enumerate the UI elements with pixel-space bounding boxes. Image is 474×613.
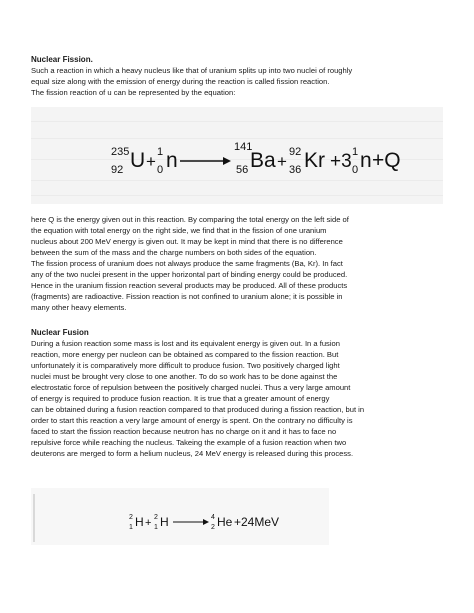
fission-intro-line: equal size along with the emission of energy during the reaction is called fission reaction.	[31, 77, 330, 86]
reaction-arrow-icon	[223, 157, 231, 165]
plus-sign: +	[146, 152, 156, 171]
fusion-body-line: During a fusion reaction some mass is lost and its equivalent energy is given out. In a fusion	[31, 339, 340, 348]
neutron-atomic-number: 0	[157, 164, 164, 176]
fission-body-line: between the sum of the mass and the charge numbers on both sides of the equation.	[31, 248, 317, 257]
reaction-arrow-icon	[203, 519, 209, 525]
barium-symbol: Ba	[250, 149, 276, 172]
helium-atomic-number: 2	[211, 524, 215, 531]
fusion-body-line: nuclei must be brought very close to one another. To do so work has to be done against the	[31, 372, 338, 381]
fission-equation-image	[31, 107, 443, 204]
barium-mass-number: 141	[234, 141, 253, 153]
fission-intro-line: Such a reaction in which a heavy nucleus like that of uranium splits up into two nuclei of roughly	[31, 66, 353, 75]
fission-body-line: Hence in the uranium fission reaction several products may be produced. All of these products	[31, 281, 348, 290]
plus-sign: +	[277, 152, 287, 171]
deuterium-mass-number: 2	[129, 514, 133, 521]
fusion-body-line: reaction, more energy per nucleon can be obtained as compared to the fission reaction. But	[31, 350, 339, 359]
fusion-body-line: of energy is required to produce fusion reaction. It is true that a greater amount of energy	[31, 394, 330, 403]
hydrogen-symbol: H	[135, 515, 144, 529]
fission-body-line: the equation with total energy on the right side, we find that in the fission of one uranium	[31, 226, 327, 235]
fission-section-body	[31, 214, 449, 313]
neutron-atomic-number: 0	[352, 164, 359, 176]
fission-body-line: (fragments) are radioactive. Fission reaction is not confined to uranium alone; it is possible in	[31, 292, 343, 301]
fusion-body-line: repulsive force while reaching the nucleus. Takeing the example of a fusion reaction when two	[31, 438, 347, 447]
fission-body-line: any of the two nuclei present in the upper horizontal part of binding energy could be produced.	[31, 270, 348, 279]
krypton-symbol: Kr	[304, 149, 325, 172]
helium-mass-number: 4	[211, 514, 215, 521]
uranium-symbol: U	[130, 149, 146, 172]
fission-body-line: nucleus about 200 MeV energy is given out. It may be kept in mind that there is no difference	[31, 237, 343, 246]
fission-body-line: many other heavy elements.	[31, 303, 127, 312]
energy-term: +Q	[372, 149, 401, 172]
fission-intro-line: The fission reaction of u can be represented by the equation:	[31, 88, 236, 97]
fusion-heading: Nuclear Fusion	[31, 328, 89, 337]
neutron-mass-number: 1	[352, 146, 359, 158]
fission-heading: Nuclear Fission.	[31, 55, 93, 64]
neutron-mass-number: 1	[157, 146, 164, 158]
fusion-body-line: order to start this reaction a very large amount of energy is spent. On the contrary no difficulty is	[31, 416, 353, 425]
energy-released: +24MeV	[234, 515, 280, 529]
fusion-body-line: can be obtained during a fusion reaction compared to that produced during a fission reaction, but in	[31, 405, 365, 414]
fusion-body-line: faced to start the fission reaction because neutron has no charge on it and it has to face no	[31, 427, 337, 436]
plus-three: +3	[330, 151, 352, 172]
fission-equation	[31, 107, 443, 204]
krypton-atomic-number: 36	[289, 164, 302, 176]
neutron-symbol: n	[166, 149, 178, 172]
fission-section-intro	[31, 54, 449, 98]
fission-body-line: here Q is the energy given out in this reaction. By comparing the total energy on the left side of	[31, 215, 349, 224]
fission-body-line: The fission process of uranium does not always produce the same fragments (Ba, Kr). In fact	[31, 259, 343, 268]
plus-sign: +	[145, 517, 152, 529]
fusion-body-line: deuterons are merged to form a helium nucleus, 24 MeV energy is released during this process.	[31, 449, 354, 458]
helium-symbol: He	[217, 515, 233, 529]
fusion-body-line: unfortunately it is comparatively more difficult to produce fusion. Two positively charged light	[31, 361, 340, 370]
barium-atomic-number: 56	[236, 164, 249, 176]
deuterium-atomic-number: 1	[129, 524, 133, 531]
uranium-atomic-number: 92	[111, 164, 124, 176]
uranium-mass-number: 235	[111, 146, 130, 158]
fusion-body-line: electrostatic force of repulsion between the positively charged nuclei. Thus a very large amount	[31, 383, 351, 392]
fusion-equation-image	[31, 488, 329, 545]
krypton-mass-number: 92	[289, 146, 302, 158]
deuterium-mass-number: 2	[154, 514, 158, 521]
fusion-equation	[31, 488, 329, 545]
fusion-section	[31, 327, 449, 459]
hydrogen-symbol: H	[160, 515, 169, 529]
deuterium-atomic-number: 1	[154, 524, 158, 531]
neutron-symbol: n	[360, 149, 372, 172]
